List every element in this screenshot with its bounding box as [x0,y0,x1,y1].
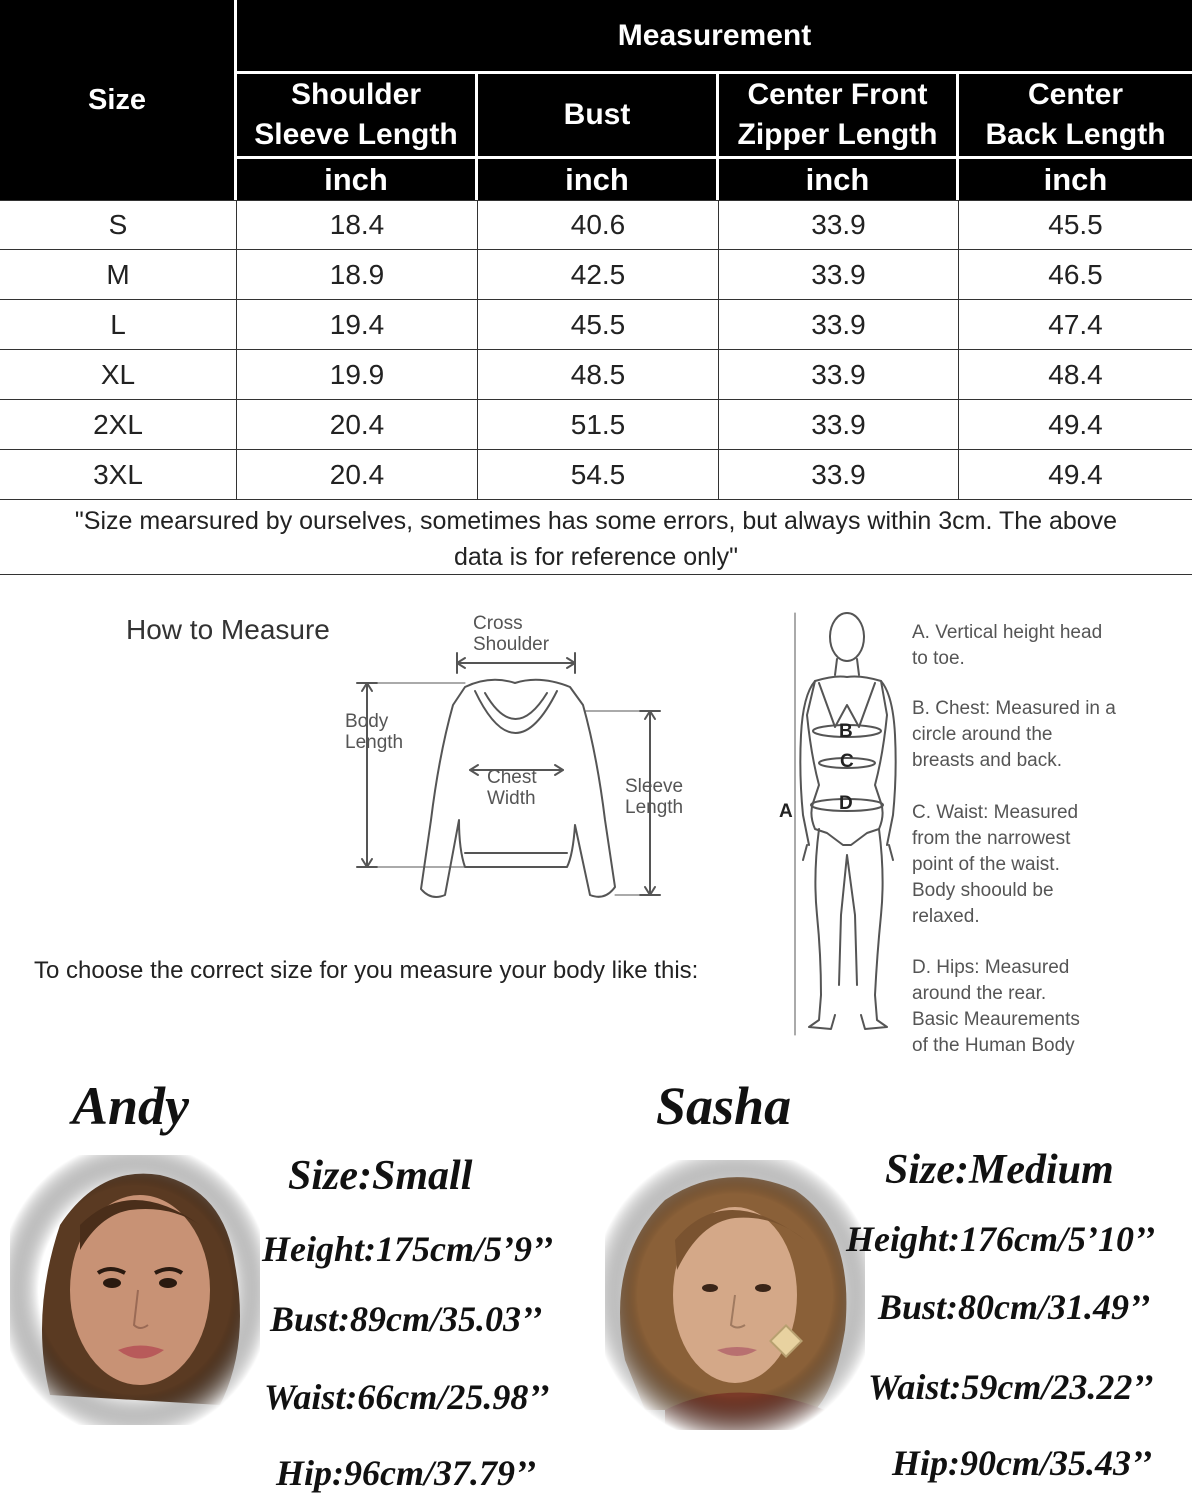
size-cell: 2XL [0,400,237,449]
instruction-waist: C. Waist: Measured from the narrowest point of the waist. Body shoould be relaxed. [912,802,1079,927]
human-figure-icon [775,605,905,1045]
value-cell: 49.4 [1048,458,1103,490]
value-cell: 54.5 [478,450,719,499]
value-cell: 19.4 [237,300,478,349]
value-cell: 19.9 [237,350,478,399]
value-cell: 33.9 [719,300,959,349]
column-header-shoulder-sleeve: Shoulder Sleeve Length [237,74,475,156]
value-cell: 47.4 [1048,308,1103,340]
andy-waist: Waist:66cm/25.98’’ [264,1377,550,1417]
size-cell: L [0,300,237,349]
table-row [0,200,1192,250]
value-cell: 33.9 [719,400,959,449]
value-cell: 33.9 [719,201,959,249]
table-row [0,300,1192,350]
value-cell: 40.6 [478,201,719,249]
measurement-disclaimer: "Size mearsured by ourselves, sometimes has some errors, but always within 3cm. The above data is for reference only" [0,503,1192,575]
sasha-height: Height:176cm/5’10’’ [846,1219,1156,1259]
andy-height: Height:175cm/5’9’’ [262,1229,554,1269]
size-cell: XL [0,350,237,399]
value-cell: 20.4 [237,400,478,449]
column-header-center-back: Center Back Length [959,74,1192,156]
cross-shoulder-label: Cross Shoulder [473,613,550,655]
size-cell: 3XL [0,450,237,499]
garment-diagram [335,605,705,915]
measurement-header: Measurement [237,0,1192,71]
value-cell: 42.5 [478,250,719,299]
unit-label: inch [719,159,956,200]
table-row [0,450,1192,500]
table-row [0,250,1192,300]
figure-letter-d: D [839,793,853,814]
sasha-size: Size:Medium [885,1147,1114,1193]
table-row [0,350,1192,400]
unit-label: inch [237,159,475,200]
instruction-hips: D. Hips: Measured around the rear. Basic Meaurements of the Human Body [912,957,1080,1056]
andy-hip: Hip:96cm/37.79’’ [276,1453,537,1493]
column-header-bust: Bust [478,74,716,156]
value-cell: 18.9 [237,250,478,299]
model-name-sasha: Sasha [656,1076,792,1136]
table-row [0,400,1192,450]
size-header: Size [0,0,234,200]
sleeve-length-label: Sleeve Length [625,776,684,818]
table-body [0,200,1192,500]
size-cell: S [0,201,237,249]
body-measurement-figure [775,605,905,1045]
value-cell: 33.9 [719,350,959,399]
size-chart-table [0,0,1192,501]
value-cell: 33.9 [719,250,959,299]
value-cell: 49.4 [1048,408,1103,440]
sasha-bust: Bust:80cm/31.49’’ [878,1287,1151,1327]
unit-label: inch [478,159,716,200]
sasha-waist: Waist:59cm/23.22’’ [868,1367,1154,1407]
figure-letter-c: C [840,751,854,772]
column-header-center-front-zipper: Center Front Zipper Length [719,74,956,156]
value-cell: 51.5 [478,400,719,449]
value-cell: 48.4 [1048,358,1103,390]
instruction-text: To choose the correct size for you measure your body like this: [34,957,699,984]
value-cell: 45.5 [1048,209,1103,240]
andy-size: Size:Small [288,1153,473,1199]
how-to-measure-title: How to Measure [126,614,330,645]
value-cell: 33.9 [719,450,959,499]
value-cell: 18.4 [237,201,478,249]
portrait-image-icon [10,1155,260,1425]
value-cell: 45.5 [478,300,719,349]
size-cell: M [0,250,237,299]
figure-letter-a: A [779,801,793,822]
body-length-label: Body Length [345,711,404,753]
andy-bust: Bust:89cm/35.03’’ [270,1299,543,1339]
instruction-height: A. Vertical height head to toe. [912,622,1103,669]
figure-letter-b: B [839,721,853,742]
instruction-chest: B. Chest: Measured in a circle around the breasts and back. [912,698,1116,771]
value-cell: 46.5 [1048,258,1103,290]
value-cell: 20.4 [237,450,478,499]
value-cell: 48.5 [478,350,719,399]
portrait-image-icon [605,1160,865,1430]
sasha-hip: Hip:90cm/35.43’’ [892,1443,1153,1483]
sasha-portrait [605,1160,865,1430]
andy-portrait [10,1155,260,1425]
model-name-andy: Andy [72,1076,190,1136]
chest-width-label: Chest Width [487,767,537,809]
unit-label: inch [959,159,1192,200]
